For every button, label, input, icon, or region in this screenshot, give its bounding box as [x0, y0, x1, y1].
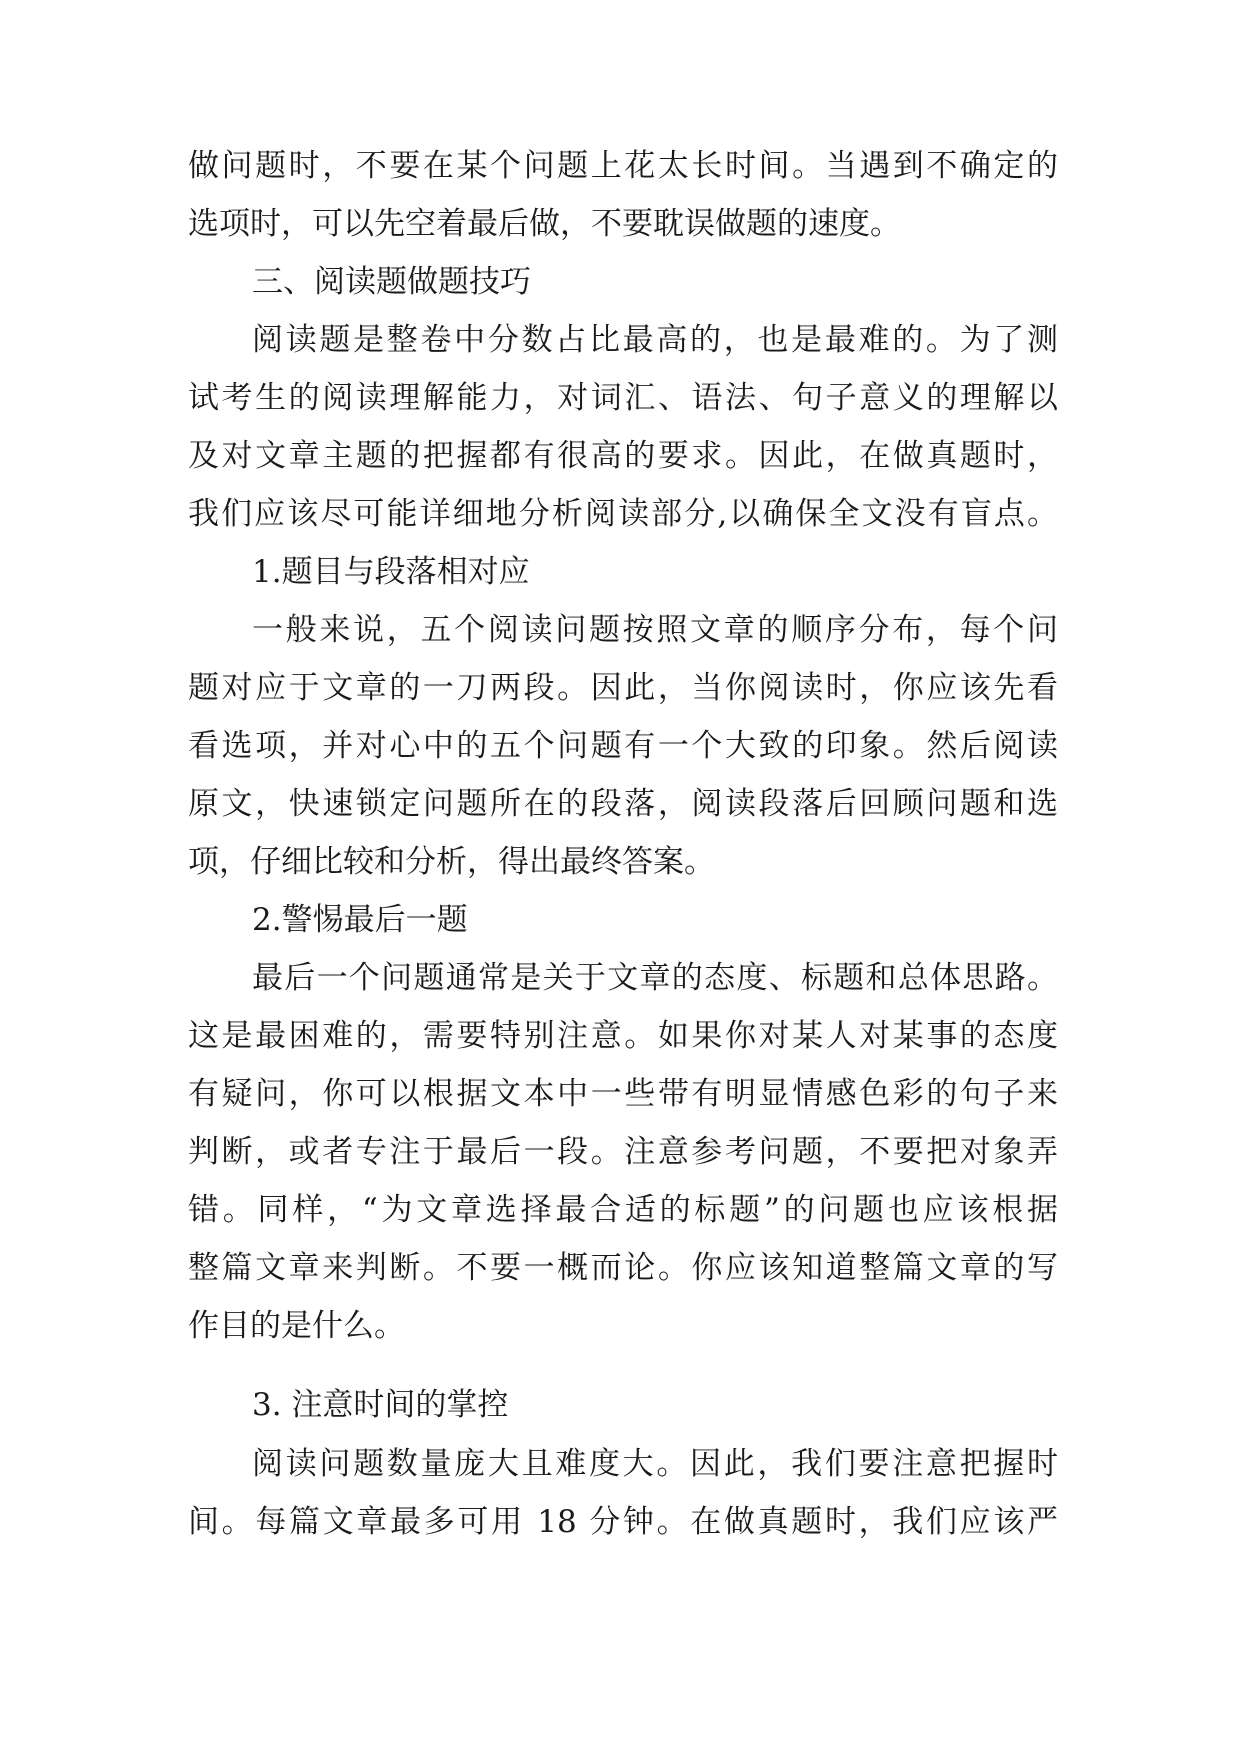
text-line: 看选项，并对心中的五个问题有一个大致的印象。然后阅读 [188, 728, 1058, 764]
text-line: 选项时，可以先空着最后做，不要耽误做题的速度。 [188, 206, 901, 242]
text-line: 项，仔细比较和分析，得出最终答案。 [188, 844, 715, 880]
text-line: 一般来说，五个阅读问题按照文章的顺序分布，每个问 [252, 612, 1058, 648]
text-line: 题对应于文章的一刀两段。因此，当你阅读时，你应该先看 [188, 670, 1058, 706]
section-heading: 三、阅读题做题技巧 [252, 264, 531, 300]
text-line: 有疑问，你可以根据文本中一些带有明显情感色彩的句子来 [188, 1076, 1058, 1112]
text-line: 做问题时，不要在某个问题上花太长时间。当遇到不确定的 [188, 148, 1058, 184]
text-line: 错。同样，“为文章选择最合适的标题”的问题也应该根据 [188, 1192, 1058, 1228]
text-line: 整篇文章来判断。不要一概而论。你应该知道整篇文章的写 [188, 1250, 1058, 1286]
text-line: 我们应该尽可能详细地分析阅读部分,以确保全文没有盲点。 [188, 496, 1058, 532]
text-line: 判断，或者专注于最后一段。注意参考问题，不要把对象弄 [188, 1134, 1058, 1170]
text-line: 阅读题是整卷中分数占比最高的，也是最难的。为了测 [252, 322, 1058, 358]
text-line: 及对文章主题的把握都有很高的要求。因此，在做真题时， [188, 438, 1058, 474]
subsection-heading: 3. 注意时间的掌控 [252, 1387, 509, 1423]
text-line: 阅读问题数量庞大且难度大。因此，我们要注意把握时 [252, 1446, 1058, 1482]
text-line: 间。每篇文章最多可用 18 分钟。在做真题时，我们应该严 [188, 1504, 1058, 1540]
subsection-heading: 1.题目与段落相对应 [252, 554, 530, 590]
text-line: 原文，快速锁定问题所在的段落，阅读段落后回顾问题和选 [188, 786, 1058, 822]
text-line: 作目的是什么。 [188, 1308, 405, 1344]
text-line: 试考生的阅读理解能力，对词汇、语法、句子意义的理解以 [188, 380, 1058, 416]
subsection-heading: 2.警惕最后一题 [252, 902, 468, 938]
text-line: 这是最困难的，需要特别注意。如果你对某人对某事的态度 [188, 1018, 1058, 1054]
text-line: 最后一个问题通常是关于文章的态度、标题和总体思路。 [252, 960, 1058, 996]
